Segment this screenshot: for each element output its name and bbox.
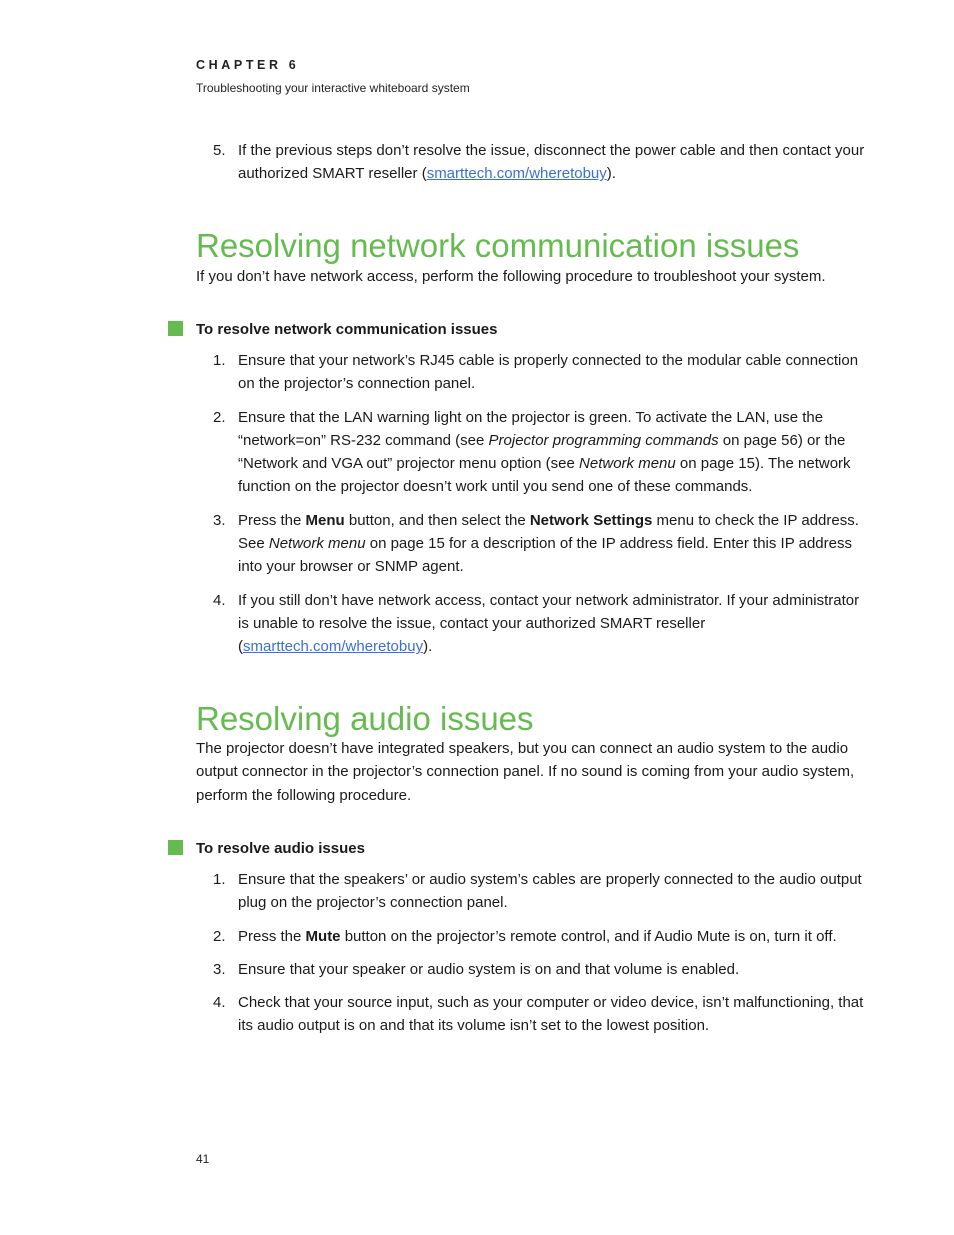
step-text-end: ).	[423, 638, 433, 656]
step-text: If the previous steps don’t resolve the issue, disconnect the power cable and then contact your authorized SMART reseller (	[238, 142, 865, 183]
network-procedure-heading	[168, 320, 497, 340]
cross-reference: Network menu	[268, 535, 366, 553]
step-number: 1.	[213, 871, 226, 888]
step-text: on page 15). The network function on the projector doesn’t work until you send one of these commands.	[238, 455, 851, 496]
ui-term: Menu	[305, 511, 345, 529]
step-text: button on the projector’s remote control, and if Audio Mute is on, turn it off.	[340, 927, 837, 945]
cross-reference: Projector programming commands	[488, 431, 719, 449]
audio-intro: The projector doesn’t have integrated speakers, but you can connect an audio system to the audio output connector in the projector’s connection panel. If no sound is coming from your audio system, perform the following procedure.	[196, 740, 855, 804]
step-number: 5.	[213, 142, 226, 159]
previous-steps-list	[196, 139, 868, 196]
list-item	[196, 349, 868, 396]
wheretobuy-link[interactable]: smarttech.com/wheretobuy	[243, 638, 424, 656]
audio-procedure-heading	[168, 839, 365, 859]
network-section-title: Resolving network communication issues	[196, 227, 800, 264]
page-number: 41	[196, 1152, 210, 1166]
step-number: 2.	[213, 408, 226, 426]
step-text: Ensure that your speaker or audio system is on and that volume is enabled.	[238, 960, 740, 978]
list-item	[196, 589, 868, 659]
list-item	[196, 958, 868, 981]
step-text: button, and then select the	[344, 511, 530, 529]
list-item	[196, 406, 868, 499]
step-text: Ensure that your network’s RJ45 cable is properly connected to the modular cable connection on the projector’s connection panel.	[238, 352, 859, 393]
ui-term: Network Settings	[529, 511, 653, 529]
wheretobuy-link[interactable]: smarttech.com/wheretobuy	[426, 165, 607, 183]
step-text: If you still don’t have network access, contact your network administrator. If your administrator is unable to resolve the issue, contact your authorized SMART reseller (	[238, 591, 860, 656]
step-text: Ensure that the LAN warning light on the projector is green. To activate the LAN, use the “network=on” RS-232 command (see	[238, 408, 824, 449]
procedure-marker-icon	[168, 840, 183, 855]
list-item	[196, 868, 868, 915]
step-number: 4.	[213, 591, 226, 609]
cross-reference: Network menu	[579, 455, 676, 473]
list-item	[196, 139, 868, 186]
audio-section-title: Resolving audio issues	[196, 700, 534, 737]
step-text: Press the	[238, 511, 306, 529]
step-number: 3.	[213, 511, 226, 529]
step-text: Ensure that the speakers’ or audio system’s cables are properly connected to the audio output plug on the projector’s connection panel.	[238, 871, 862, 912]
step-text: on page 56) or the “Network and VGA out” projector menu option (see	[238, 431, 846, 473]
list-item	[196, 991, 868, 1038]
procedure-title: To resolve audio issues	[196, 840, 365, 857]
ui-term: Mute	[305, 927, 341, 945]
step-text: on page 15 for a description of the IP address field. Enter this IP address into your browser or SNMP agent.	[238, 535, 852, 576]
step-number: 3.	[213, 960, 226, 978]
audio-steps-list	[196, 868, 868, 1048]
step-text: Press the	[238, 927, 306, 945]
list-item	[196, 925, 868, 948]
step-number: 4.	[213, 994, 226, 1012]
chapter-label: CHAPTER 6	[196, 58, 300, 72]
procedure-marker-icon	[168, 321, 183, 336]
step-text: menu to check the IP address. See	[238, 511, 859, 553]
network-intro: If you don’t have network access, perform the following procedure to troubleshoot your system.	[196, 268, 826, 285]
network-steps-list	[196, 349, 868, 669]
step-text-end: ).	[606, 165, 616, 183]
chapter-subtitle: Troubleshooting your interactive whiteboard system	[196, 81, 470, 95]
step-number: 1.	[213, 352, 226, 369]
procedure-title: To resolve network communication issues	[196, 321, 498, 338]
step-number: 2.	[213, 927, 226, 945]
list-item	[196, 509, 868, 579]
step-text: Check that your source input, such as your computer or video device, isn’t malfunctioning, that its audio output is on and that its volume isn’t set to the lowest position.	[238, 994, 864, 1035]
